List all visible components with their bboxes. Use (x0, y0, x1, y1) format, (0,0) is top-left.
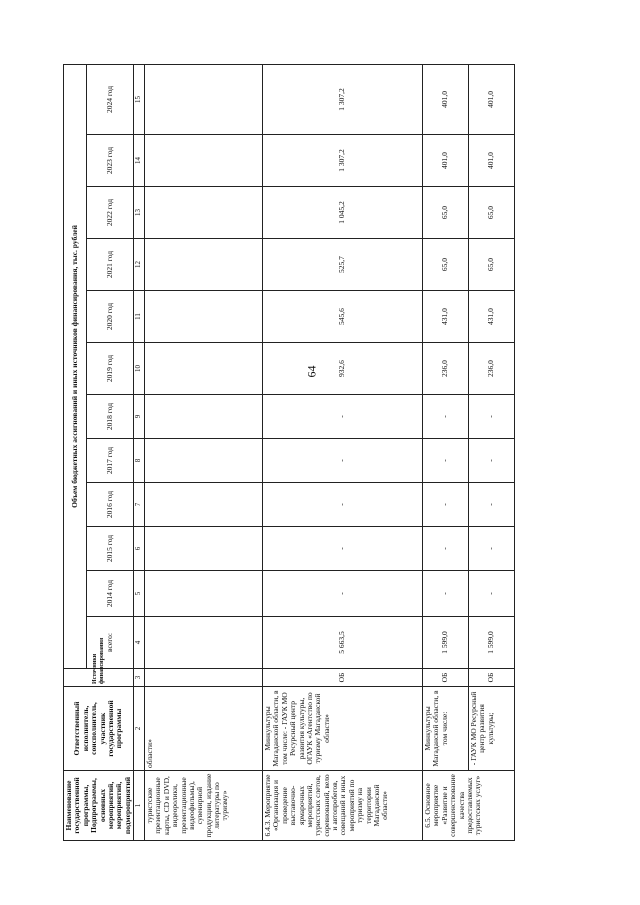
row-executor: Минкультуры Магаданской области, в том числе: - ГАУК МО Ресурсный центр развития культуры, ОГАУК «Агентство по туризму Магаданской области» (262, 687, 422, 771)
column-index-row (134, 64, 145, 840)
table-row-sub (468, 64, 514, 840)
row-value: 431,0 (422, 291, 468, 343)
row-executor: области» (144, 687, 262, 771)
header-year: 2014 год (86, 571, 133, 617)
table-row (422, 64, 468, 840)
row-value: - (422, 571, 468, 617)
financing-table (63, 64, 515, 841)
row-value: 1 307,2 (262, 135, 422, 187)
row-value: - (262, 527, 422, 571)
row-name: 6.4.3. Мероприятие «Организация и проведение выставочно-ярмарочных мероприятий, туристских слетов, соревнований, вело и автопробегов, совещаний и иных мероприятий по туризму на территории Магаданской области» (262, 771, 422, 841)
col-index: 7 (134, 483, 145, 527)
row-value: - (468, 395, 514, 439)
header-source: Источники финансирования (64, 669, 134, 687)
row-value: 401,0 (422, 135, 468, 187)
row-value: 236,0 (422, 343, 468, 395)
row-value: - (468, 527, 514, 571)
header-row-1 (64, 64, 87, 840)
col-index: 5 (134, 571, 145, 617)
table-row (144, 64, 262, 840)
header-year: 2019 год (86, 343, 133, 395)
row-value: - (468, 483, 514, 527)
row-value: 65,0 (468, 239, 514, 291)
col-index: 12 (134, 239, 145, 291)
row-value: - (422, 439, 468, 483)
col-index: 9 (134, 395, 145, 439)
header-group: Объем бюджетных ассигнований и иных источников финансирования, тыс. рублей (64, 64, 87, 668)
col-index: 11 (134, 291, 145, 343)
col-index: 6 (134, 527, 145, 571)
col-index: 10 (134, 343, 145, 395)
header-year: 2017 год (86, 439, 133, 483)
row-value: 401,0 (468, 135, 514, 187)
row-value: - (262, 483, 422, 527)
col-index: 2 (134, 687, 145, 771)
row-value: - (422, 483, 468, 527)
header-year: 2022 год (86, 187, 133, 239)
row-source: ОБ (262, 669, 422, 687)
row-value: 401,0 (422, 64, 468, 134)
table-row (262, 64, 422, 840)
row-value: - (422, 395, 468, 439)
row-source: ОБ (422, 669, 468, 687)
row-source: ОБ (468, 669, 514, 687)
col-index: 1 (134, 771, 145, 841)
row-value: 401,0 (468, 64, 514, 134)
header-year: 2020 год (86, 291, 133, 343)
row-value: 1 045,2 (262, 187, 422, 239)
header-year: 2018 год (86, 395, 133, 439)
header-year: 2024 год (86, 64, 133, 134)
row-name: туристские презентационные карты, CD и DVD, видеоролики, презентационные видеофильмы), сувенирной продукции, издание литературы по туризму» (144, 771, 262, 841)
row-value: 545,6 (262, 291, 422, 343)
row-value: 525,7 (262, 239, 422, 291)
row-total: 1 599,0 (422, 617, 468, 669)
row-value: - (262, 439, 422, 483)
col-index: 13 (134, 187, 145, 239)
col-index: 4 (134, 617, 145, 669)
header-name: Наименование государственной программы, Подпрограммы, основных мероприятий, мероприятий, подмероприятий (64, 771, 134, 841)
col-index: 8 (134, 439, 145, 483)
col-index: 15 (134, 64, 145, 134)
header-executor: Ответственный исполнитель, соисполнитель, участник государственной программы (64, 687, 134, 771)
row-value: 65,0 (422, 239, 468, 291)
row-name: 6.5. Основное мероприятие «Развитие и совершенствование качества предоставляемых туристских услуг» (422, 771, 514, 841)
row-executor-sub: - ГАУК МО Ресурсный центр развития культуры; (468, 687, 514, 771)
row-value: - (262, 571, 422, 617)
page-number: 64 (304, 365, 319, 378)
row-executor: Минкультуры Магаданской области, в том числе: (422, 687, 468, 771)
row-value: 1 307,2 (262, 64, 422, 134)
row-value: 431,0 (468, 291, 514, 343)
row-value: 65,0 (422, 187, 468, 239)
header-year: 2015 год (86, 527, 133, 571)
row-value: - (262, 395, 422, 439)
header-year: 2021 год (86, 239, 133, 291)
row-total: 1 599,0 (468, 617, 514, 669)
row-value: 932,6 (262, 343, 422, 395)
row-value: 65,0 (468, 187, 514, 239)
row-value: - (468, 439, 514, 483)
row-total: 5 663,5 (262, 617, 422, 669)
header-total: всего: (86, 617, 133, 669)
row-value: 236,0 (468, 343, 514, 395)
rotated-table-container (63, 65, 511, 841)
row-value: - (468, 571, 514, 617)
col-index: 14 (134, 135, 145, 187)
header-year: 2016 год (86, 483, 133, 527)
header-year: 2023 год (86, 135, 133, 187)
col-index: 3 (134, 669, 145, 687)
row-value: - (422, 527, 468, 571)
